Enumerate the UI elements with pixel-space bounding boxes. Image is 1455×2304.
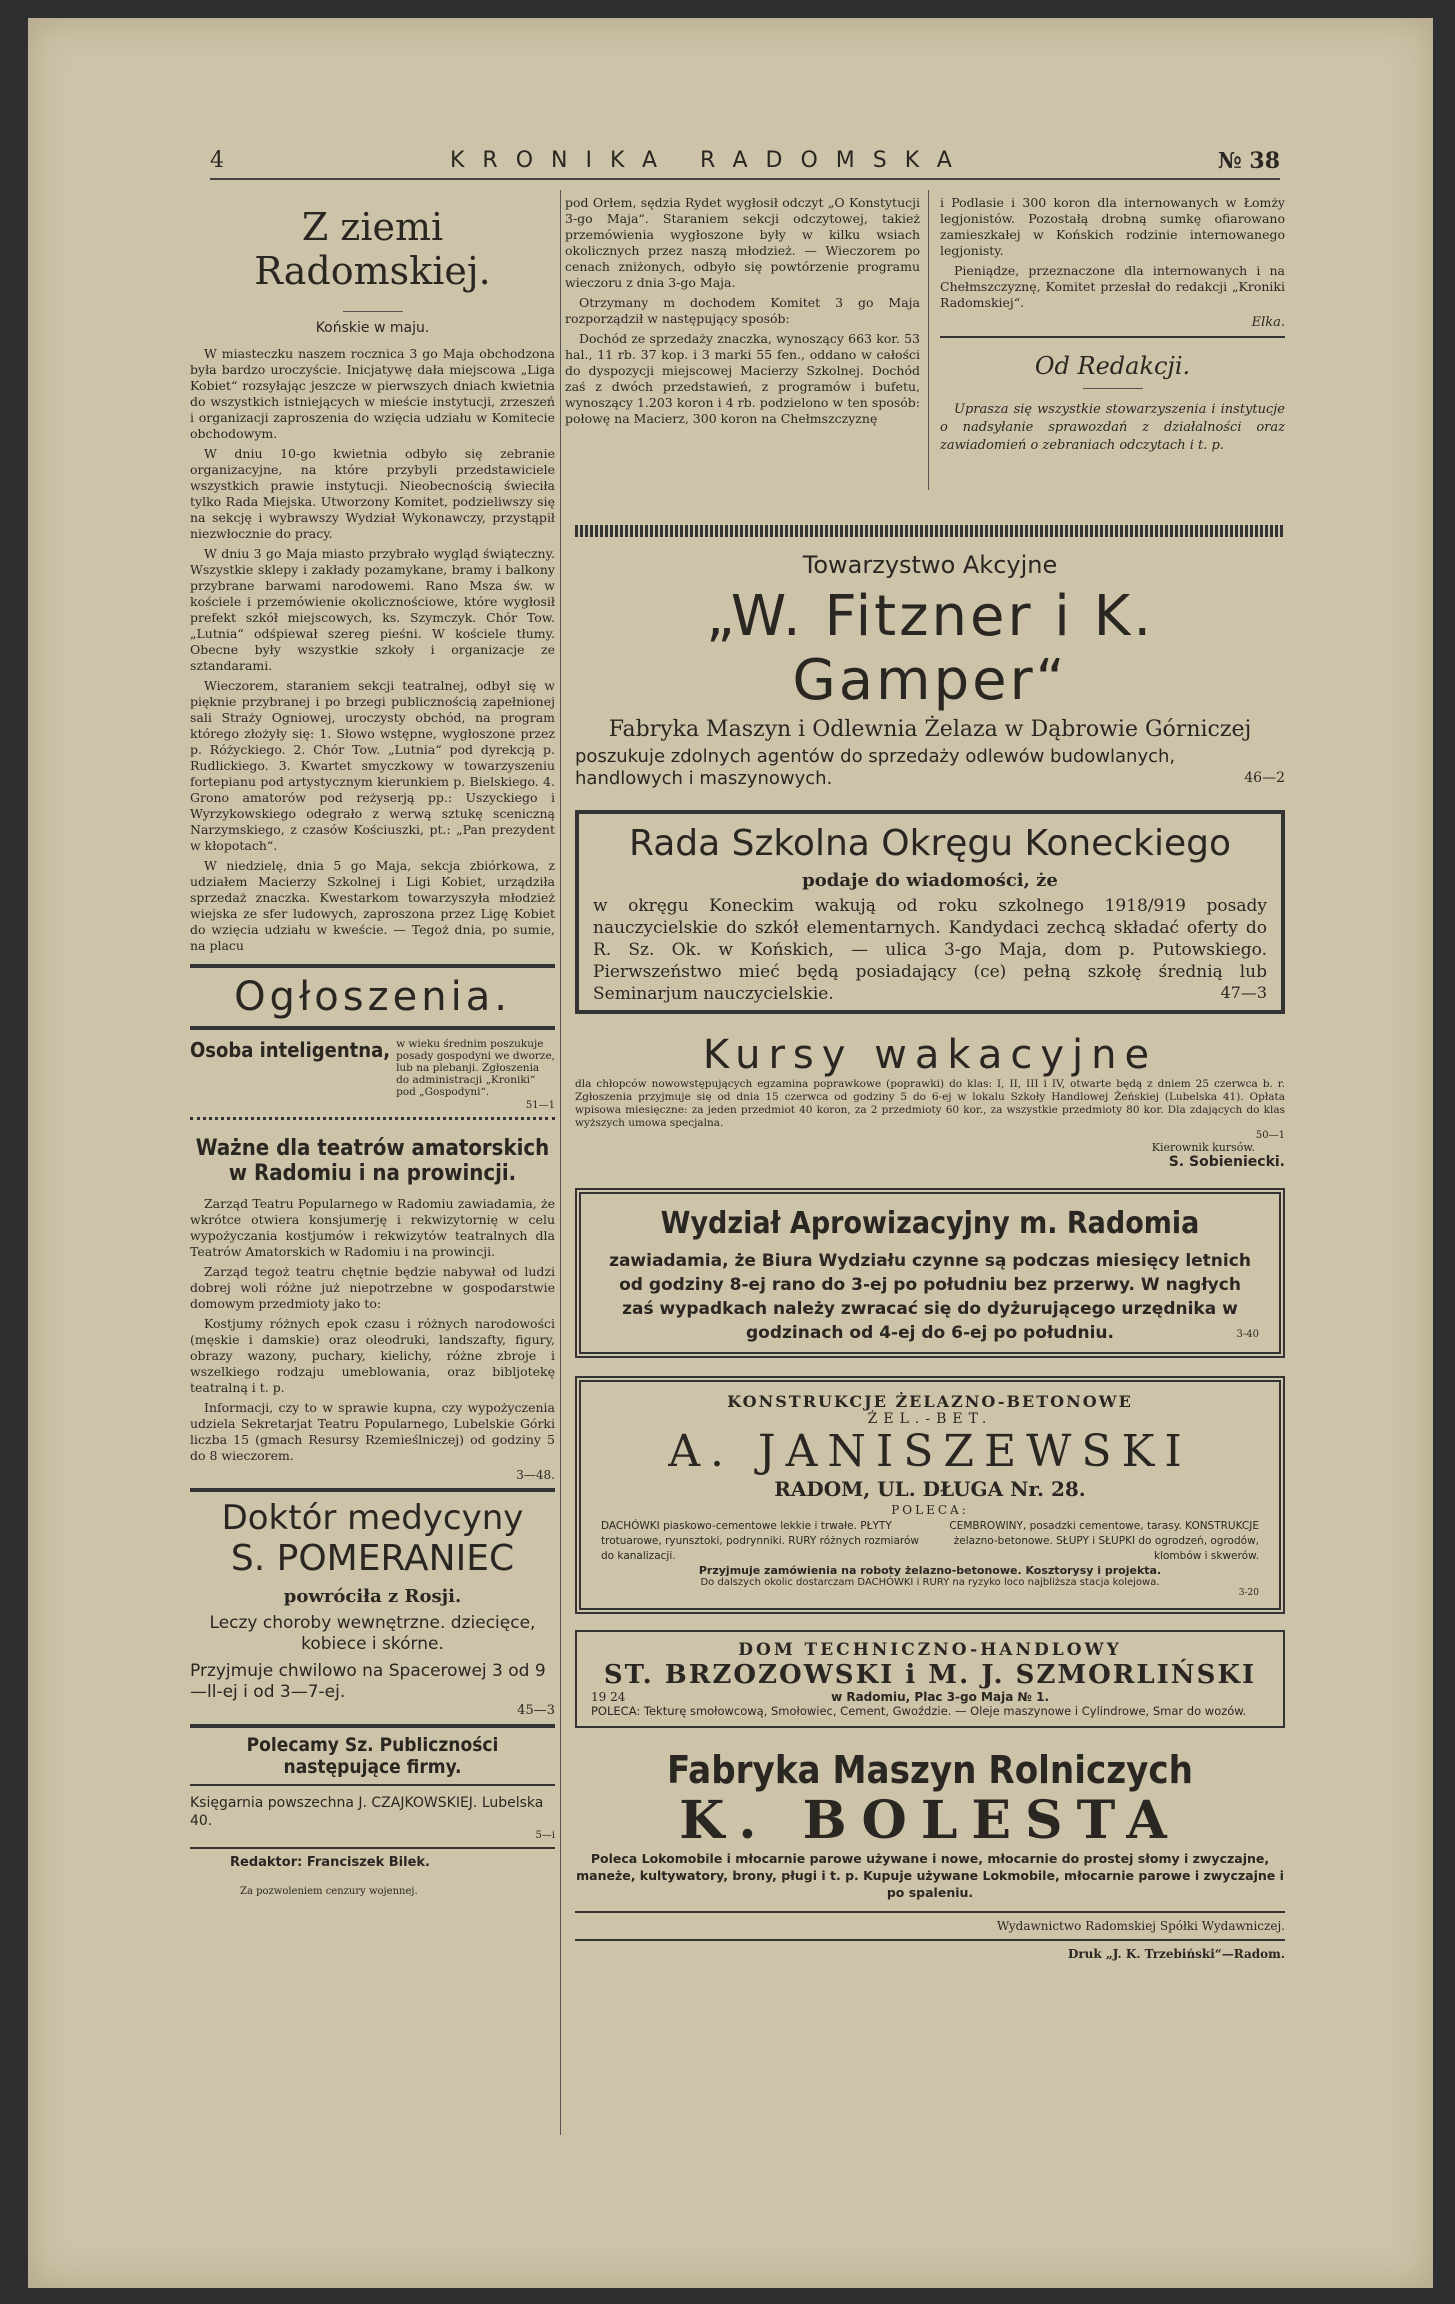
ornament-border xyxy=(575,525,1285,537)
janiszewski-poleca: POLECA: xyxy=(891,1503,969,1517)
bookshop-ad: Księgarnia powszechna J. CZAJKOWSKIEJ. Lubelska 40. xyxy=(190,1795,544,1829)
divider xyxy=(190,1026,555,1030)
paragraph: Informacji, czy to w sprawie kupna, czy wypożyczenia udziela Sekretarjat Teatru Popularnego, Lubelskie Górki liczba 15 (gmach Resursy Rzemieślniczej) od godziny 5 do 8 wieczorem. xyxy=(190,1400,555,1463)
paragraph: Dochód ze sprzedaży znaczka, wynoszący 663 kor. 53 hal., 11 rb. 37 kop. i 3 marki 55 fen., oddano w całości do dyspozycji miejscowej Macierzy Szkolnej. Dochód zaś z dwóch przedstawień, z programów i bufetu, wynoszący 1.203 koron i 4 rb. podzielono w ten sposób: połowę na Macierz, 300 koron na Chełmszczyznę xyxy=(565,331,920,426)
divider xyxy=(940,336,1285,338)
rada-title: Rada Szkolna Okręgu Koneckiego xyxy=(628,823,1231,864)
paragraph: Kostjumy różnych epok czasu i różnych narodowości (męskie i damskie) oraz oleodruki, landszafty, figury, obrazy wazony, puchary, kielichy, różne zbroje i wszelkiego rodzaju umeblowania, oraz bibljotekę teatralną i t. p. xyxy=(190,1316,555,1395)
column-1 xyxy=(190,195,555,1897)
brzozowski-row xyxy=(591,1690,1269,1704)
ad-text: w wieku średnim poszukuje posady gospodyni we dworze, lub na plebanji. Zgłoszenia do administracji „Kroniki“ pod „Gospodyni“. xyxy=(396,1038,556,1098)
doctor-note: powróciła z Rosji. xyxy=(283,1586,462,1607)
kursy-sign: Kierownik kursów. xyxy=(1151,1141,1255,1154)
ad-heading: w Radomiu i na prowincji. xyxy=(228,1161,517,1186)
ads-block xyxy=(575,525,1285,1961)
ad-code: 3—48. xyxy=(516,1468,555,1482)
company-line: Fabryka Maszyn i Odlewnia Żelaza w Dąbrowie Górniczej xyxy=(608,717,1252,742)
editorial-heading: Od Redakcji. xyxy=(1034,352,1191,380)
kursy-sign: S. Sobieniecki. xyxy=(1168,1154,1285,1170)
brzozowski-address: w Radomiu, Plac 3-go Maja № 1. xyxy=(831,1690,1049,1704)
paragraph: Zarząd Teatru Popularnego w Radomiu zawiadamia, że wkrótce otwiera konsjumerję i rekwizytornię w celu wypożyczania kostjumów i rekwizytów teatralnych dla Teatrów Amatorskich w Radomiu i na prowincji. xyxy=(190,1196,555,1259)
wydzial-text: zawiadamia, że Biura Wydziału czynne są podczas miesięcy letnich od godziny 8-ej rano do 3-ej po południu bez przerwy. W nagłych zaś wypadkach należy zwracać się do dyżurującego urzędnika w godzinach od 4-ej do 6-ej po południu. xyxy=(609,1251,1251,1343)
paragraph: W niedzielę, dnia 5 go Maja, sekcja zbiórkowa, z udziałem Macierzy Szkolnej i Ligi Kobiet, urządziła sprzedaż znaczka. Kwestarkom towarzyszyła młodzież wiejska ze sfer ludowych, zaproszona przez Ligę Kobiet do wzięcia udziału w kweście. — Tegoż dnia, po sumie, na placu xyxy=(190,858,555,953)
janiszewski-left: DACHÓWKI piaskowo-cementowe lekkie i trwałe. PŁYTY trotuarowe, ryunsztoki, podrynniki. RURY różnych rozmiarów do kanalizacji. xyxy=(601,1520,919,1562)
company-text: poszukuje zdolnych agentów do sprzedaży odlewów budowlanych, handlowych i maszynowych. xyxy=(575,746,1176,789)
section-title: Z ziemi Radomskiej. xyxy=(254,205,491,293)
paragraph: Wieczorem, staraniem sekcji teatralnej, odbył się w pięknie przybranej i po brzegi publicznością zapełnionej sali Straży Ogniowej, uroczysty obchód, na program którego złożyły się: 1. Słowo wstępne, wygłoszone przez p. Różyckiego. 2. Chór Tow. „Lutnia“ pod dyrekcją p. Rudlickiego. 3. Kwartet smyczkowy w towarzyszeniu fortepianu pod artystycznym kierunkiem p. Bielskiego. 4. Grono amatorów pod reżyserją pp.: Uszyckiego i Wyrzykowskiego odegrało z werwą sztukę sceniczną Narzymskiego, z czasów Kościuszki, pt.: „Pan prezydent w kłopotach“. xyxy=(190,678,555,853)
ad-code: 45—3 xyxy=(517,1703,555,1718)
ad-osoba xyxy=(190,1038,555,1098)
ornament-border xyxy=(190,1117,555,1128)
janiszewski-name: A. JANISZEWSKI xyxy=(668,1426,1192,1477)
editorial-text: Uprasza się wszystkie stowarzyszenia i instytucje o nadsyłanie sprawozdań z działalności oraz zawiadomień o zebraniach odczytach i t. p. xyxy=(940,402,1285,453)
kursy-title: Kursy wakacyjne xyxy=(702,1032,1158,1078)
ad-code: 51—1 xyxy=(525,1100,555,1111)
doctor-title: Doktór medycyny xyxy=(221,1498,524,1538)
janiszewski-columns xyxy=(601,1519,1259,1564)
printer: Druk „J. K. Trzebiński“—Radom. xyxy=(1067,1947,1285,1961)
article-subtitle: Końskie w maju. xyxy=(315,320,430,336)
fabryka-title: Fabryka Maszyn Rolniczych xyxy=(667,1748,1193,1792)
wydzial-ad xyxy=(575,1188,1285,1358)
newspaper-title: KRONIKA RADOMSKA xyxy=(450,148,970,173)
editor: Redaktor: Franciszek Bilek. xyxy=(230,1855,430,1870)
janiszewski-note: Przyjmuje zamówienia na roboty żelazno-betonowe. Kosztorysy i projekta. xyxy=(698,1564,1162,1577)
ad-code: 19 24 xyxy=(591,1690,626,1704)
issue-number: № 38 xyxy=(1217,148,1280,174)
janiszewski-short: ŻEL.-BET. xyxy=(867,1411,993,1427)
ads-heading: Ogłoszenia. xyxy=(234,974,511,1020)
divider xyxy=(575,1939,1285,1941)
column-3 xyxy=(940,195,1285,459)
divider xyxy=(190,1784,555,1786)
paragraph: W dniu 3 go Maja miasto przybrało wygląd świąteczny. Wszystkie sklepy i zakłady pozamykane, bramy i balkony przybrane barwami narodowemi. Rano Msza św. w kościele i przemówienie okolicznościowe, które wygłosił prefekt szkół miejscowych, ks. Szymczyk. Chór Tow. „Lutnia“ odśpiewał szereg pieśni. W kościele tłumy. Obecne były wszystkie szkoły i organizacje ze sztandarami. xyxy=(190,546,555,673)
janiszewski-line: KONSTRUKCJE ŻELAZNO-BETONOWE xyxy=(727,1392,1133,1411)
censorship-note: Za pozwoleniem cenzury wojennej. xyxy=(240,1886,418,1897)
ad-heading: Ważne dla teatrów amatorskich xyxy=(195,1136,550,1161)
column-separator xyxy=(928,190,929,490)
ad-code: 5—i xyxy=(535,1830,555,1841)
janiszewski-ad xyxy=(575,1376,1285,1614)
ad-code: 3-20 xyxy=(1238,1588,1259,1598)
recommend-heading: Polecamy Sz. Publiczności następujące firmy. xyxy=(246,1734,499,1778)
publisher: Wydawnictwo Radomskiej Spółki Wydawniczej. xyxy=(996,1919,1285,1933)
paragraph: Zarząd tegoż teatru chętnie będzie nabywał od ludzi dobrej woli różne już niepotrzebne w gospodarstwie domowym przedmioty jako to: xyxy=(190,1264,555,1311)
paragraph: Pieniądze, przeznaczone dla internowanych i na Chełmszczyznę, Komitet przesłał do redakcji „Kroniki Radomskiej“. xyxy=(940,263,1285,310)
divider xyxy=(190,1847,555,1849)
paragraph: Otrzymany m dochodem Komitet 3 go Maja rozporządził w następujący sposób: xyxy=(565,295,920,326)
doctor-hours: Przyjmuje chwilowo na Spacerowej 3 od 9—ll-ej i od 3—7-ej. xyxy=(190,1661,546,1702)
kursy-text: dla chłopców nowowstępujących egzamina poprawkowe (poprawki) do klas: I, II, III i IV, otwarte będą z dniem 25 czerwca b. r. Zgłoszenia przyjmuje się od dnia 15 czerwca od godziny 5 do 6-ej w lokalu Szkoły Handlowej Żeńskiej (Lubelska 41). Opłata wpisowa miesięczne: za jeden przedmiot 40 koron, za 2 przedmioty 60 kor., za wszystkie przedmioty 80 kor. Dla zdających do klas wyższych umowa specjalna. xyxy=(575,1078,1285,1129)
column-2 xyxy=(565,195,920,431)
ad-code: 50—1 xyxy=(1255,1130,1285,1141)
doctor-name: S. POMERANIEC xyxy=(230,1538,515,1579)
doctor-text: Leczy choroby wewnętrzne. dziecięce, kobiece i skórne. xyxy=(209,1613,536,1654)
ad-heading: Osoba inteligentna, xyxy=(190,1038,391,1062)
brzozowski-ad xyxy=(575,1630,1285,1728)
page-header xyxy=(210,148,1280,180)
paragraph: W miasteczku naszem rocznica 3 go Maja obchodzona była bardzo uroczyście. Inicjatywę dała miejscowa „Liga Kobiet“ rozsyłając jeszcze w pierwszych dniach kwietnia do wszystkich istniejących w mieście instytucji, zrzeszeń i organizacji zaproszenia do wzięcia udziału w Komitecie obchodowym. xyxy=(190,346,555,441)
company-name: „W. Fitzner i K. Gamper“ xyxy=(705,584,1155,713)
divider xyxy=(190,964,555,968)
rada-ad xyxy=(575,810,1285,1014)
company-type: Towarzystwo Akcyjne xyxy=(802,551,1058,579)
divider xyxy=(190,1488,555,1492)
rada-subtitle: podaje do wiadomości, że xyxy=(802,870,1058,891)
ad-code: 47—3 xyxy=(1220,983,1267,1002)
divider xyxy=(190,1724,555,1728)
wydzial-title: Wydział Aprowizacyjny m. Radomia xyxy=(660,1206,1200,1241)
brzozowski-title: DOM TECHNICZNO-HANDLOWY xyxy=(738,1640,1122,1660)
bolesta-text: Poleca Lokomobile i młocarnie parowe używane i nowe, młocarnie do prostej słomy i zwyczajne, maneże, kultywatory, brony, pługi i t. p. Kupuje używane Lokmobile, młocarnie parowe i zwyczajne i po spaleniu. xyxy=(576,1851,1284,1900)
divider xyxy=(1083,388,1143,389)
brzozowski-name: ST. BRZOZOWSKI i M. J. SZMORLIŃSKI xyxy=(603,1660,1257,1690)
paragraph: W dniu 10-go kwietnia odbyło się zebranie organizacyjne, na które przybyli przedstawiciele wszystkich prawie instytucji. Nieobecnością świeciła tylko Rada Miejska. Utworzony Komitet, podzieliwszy się na sekcję i wybrawszy Wydział Wykonawczy, przystąpił niezwłocznie do pracy. xyxy=(190,446,555,541)
signature: Elka. xyxy=(1251,315,1285,330)
paragraph: i Podlasie i 300 koron dla internowanych w Łomży legjonistów. Pozostałą drobną sumkę ofiarowano zamieszkałej w Końskich rodzinie internowanego legjonisty. xyxy=(940,195,1285,258)
ad-code: 3-40 xyxy=(1236,1329,1259,1340)
rada-text: w okręgu Koneckim wakują od roku szkolnego 1918/919 posady nauczycielskie do szkół elementarnych. Kandydaci zechcą składać oferty do R. Sz. Ok. w Końskich, — ulica 3-go Maja, dom p. Putowskiego. Pierwszeństwo mieć będą posiadający (ce) pełną szkołę średnią lub Seminarjum nauczycielskie. xyxy=(593,896,1267,1004)
janiszewski-right: CEMBROWINY, posadzki cementowe, tarasy. KONSTRUKCJE żelazno-betonowe. SŁUPY i SŁUPKI do ogrodzeń, ogrodów, klombów i skwerów. xyxy=(949,1520,1259,1562)
janiszewski-address: RADOM, UL. DŁUGA Nr. 28. xyxy=(774,1477,1086,1501)
divider xyxy=(343,311,403,312)
brzozowski-poleca: POLECA: Tekturę smołowcową, Smołowiec, Cement, Gwoździe. — Oleje maszynowe i Cylindrowe, Smar do wozów. xyxy=(591,1704,1247,1718)
bolesta-name: K. BOLESTA xyxy=(679,1790,1181,1851)
column-separator xyxy=(560,190,561,2135)
paragraph: pod Orłem, sędzia Rydet wygłosił odczyt „O Konstytucji 3-go Maja“. Staraniem sekcji odczytowej, takież przemówienia wygłoszone były w kilku wsiach okolicznych przez naszą młodzież. — Wieczorem po cenach zniżonych, odbyło się powtórzenie programu wieczoru z dnia 3-go Maja. xyxy=(565,195,920,290)
janiszewski-note: Do dalszych okolic dostarczam DACHÓWKI i RURY na ryzyko loco najbliższa stacja kolejowa. xyxy=(700,1577,1160,1588)
ad-code: 46—2 xyxy=(1244,770,1285,786)
page-number: 4 xyxy=(210,148,224,173)
divider xyxy=(575,1911,1285,1913)
